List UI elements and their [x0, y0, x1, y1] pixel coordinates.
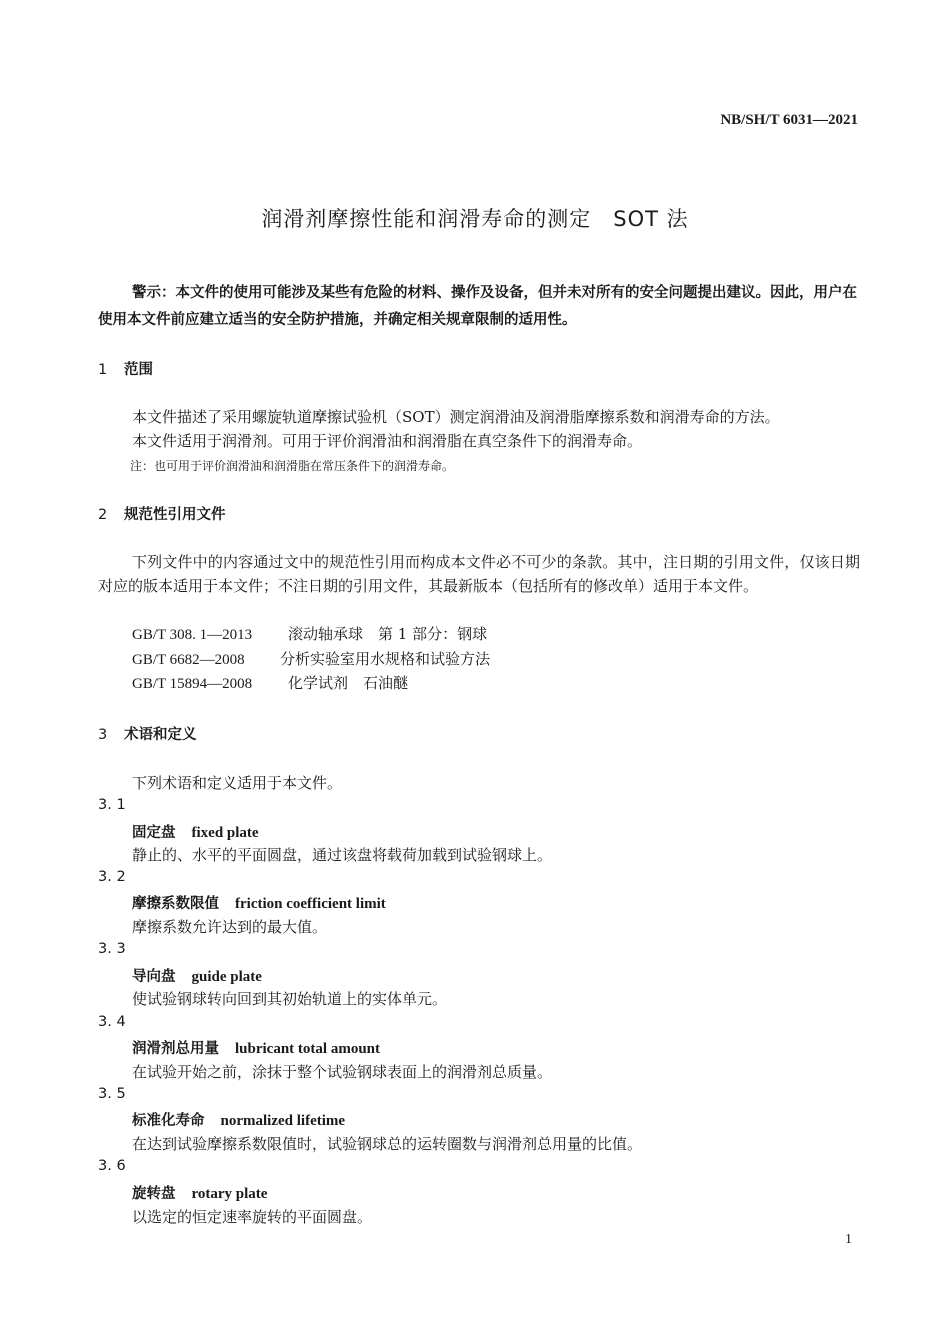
standard-code: NB/SH/T 6031—2021: [720, 112, 858, 128]
term-definition: 以选定的恒定速率旋转的平面圆盘。: [132, 1208, 373, 1226]
reference-item: [132, 672, 408, 693]
reference-code: GB/T 308. 1—2013: [132, 627, 253, 643]
section-1-note: 注：也可用于评价润滑油和润滑脂在常压条件下的润滑寿命。: [130, 459, 455, 473]
term-definition: 在达到试验摩擦系数限值时，试验钢球总的运转圈数与润滑剂总用量的比值。: [132, 1135, 643, 1153]
reference-title: 分析实验室用水规格和试验方法: [280, 650, 491, 668]
term-number: 3. 2: [98, 869, 126, 885]
section-number: 1: [98, 362, 108, 378]
term-cn: 摩擦系数限值: [132, 896, 219, 912]
section-3-heading: [98, 723, 197, 744]
reference-code: GB/T 15894—2008: [132, 676, 253, 692]
section-3-intro: 下列术语和定义适用于本文件。: [132, 774, 343, 792]
section-title: 规范性引用文件: [124, 507, 226, 523]
term-en: lubricant total amount: [235, 1041, 381, 1057]
reference-item: [132, 623, 487, 644]
term-name: [132, 965, 262, 986]
term-definition: 静止的、水平的平面圆盘，通过该盘将载荷加载到试验钢球上。: [132, 846, 553, 864]
term-cn: 固定盘: [132, 825, 176, 841]
reference-item: [132, 648, 490, 669]
term-name: [132, 821, 259, 842]
term-name: [132, 1037, 380, 1058]
term-cn: 旋转盘: [132, 1186, 176, 1202]
term-en: normalized lifetime: [220, 1113, 346, 1129]
document-title: 润滑剂摩擦性能和润滑寿命的测定 SOT 法: [261, 207, 689, 231]
section-2-intro: 下列文件中的内容通过文中的规范性引用而构成本文件必不可少的条款。其中，注日期的引用文件，仅该日期对应的版本适用于本文件；不注日期的引用文件，其最新版本（包括所有的修改单）适用于本文件。: [98, 553, 860, 595]
section-number: 2: [98, 507, 108, 523]
term-definition: 使试验钢球转向回到其初始轨道上的实体单元。: [132, 990, 448, 1008]
page-number: 1: [845, 1232, 852, 1247]
term-name: [132, 1109, 345, 1130]
section-2-heading: [98, 503, 226, 524]
section-number: 3: [98, 727, 108, 743]
term-cn: 润滑剂总用量: [132, 1041, 219, 1057]
term-number: 3. 6: [98, 1158, 126, 1174]
term-en: guide plate: [191, 969, 262, 985]
reference-code: GB/T 6682—2008: [132, 652, 245, 668]
term-name: [132, 892, 386, 913]
section-1-paragraph-1: 本文件描述了采用螺旋轨道摩擦试验机（SOT）测定润滑油及润滑脂摩擦系数和润滑寿命的方法。: [132, 408, 780, 426]
warning-paragraph: 警示：本文件的使用可能涉及某些有危险的材料、操作及设备，但并未对所有的安全问题提出建议。因此，用户在使用本文件前应建立适当的安全防护措施，并确定相关规章限制的适用性。: [98, 285, 857, 328]
term-definition: 在试验开始之前，涂抹于整个试验钢球表面上的润滑剂总质量。: [132, 1063, 553, 1081]
reference-title: 滚动轴承球 第 1 部分：钢球: [288, 625, 488, 643]
term-en: rotary plate: [191, 1186, 268, 1202]
term-number: 3. 1: [98, 797, 126, 813]
term-number: 3. 5: [98, 1086, 126, 1102]
term-name: [132, 1182, 267, 1203]
term-en: friction coefficient limit: [235, 896, 386, 912]
reference-title: 化学试剂 石油醚: [288, 674, 409, 692]
section-1-heading: [98, 358, 153, 379]
term-cn: 导向盘: [132, 969, 176, 985]
section-1-paragraph-2: 本文件适用于润滑剂。可用于评价润滑油和润滑脂在真空条件下的润滑寿命。: [132, 432, 643, 450]
term-number: 3. 3: [98, 941, 126, 957]
term-en: fixed plate: [191, 825, 259, 841]
term-number: 3. 4: [98, 1014, 126, 1030]
term-definition: 摩擦系数允许达到的最大值。: [132, 918, 328, 936]
section-title: 范围: [124, 362, 153, 378]
section-title: 术语和定义: [124, 727, 197, 743]
term-cn: 标准化寿命: [132, 1113, 205, 1129]
